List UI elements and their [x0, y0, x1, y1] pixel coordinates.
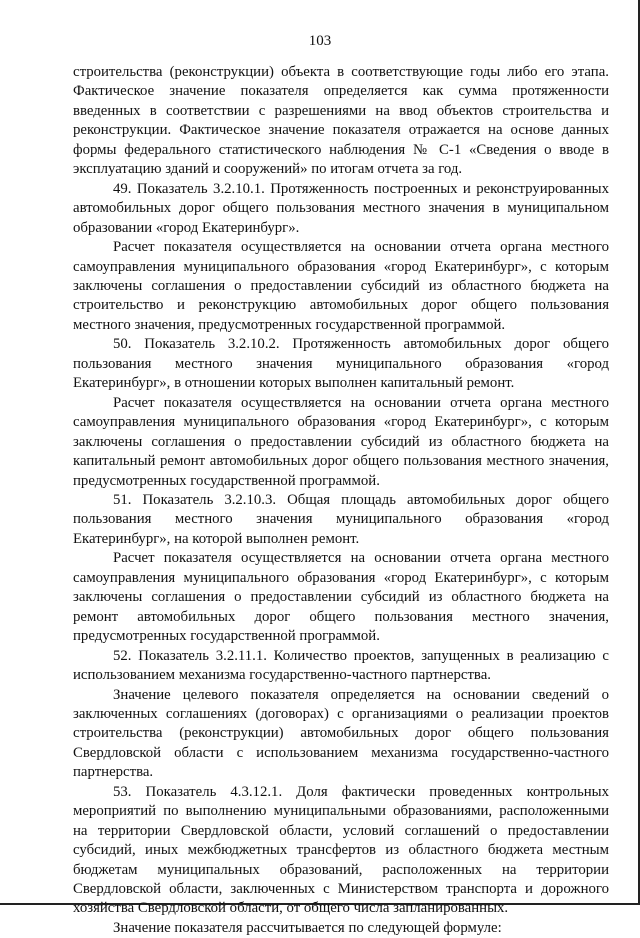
document-body: [73, 63, 609, 938]
paragraph-calculation-49: Расчет показателя осуществляется на основании отчета органа местного самоуправления муниципального образования «город Екатеринбург», с которым заключены соглашения о предоставлении субсидий из областного бюджета на строительство и реконструкцию автомобильных дорог общего пользования местного значения, предусмотренных государственной программой.: [73, 239, 609, 333]
paragraph-indicator-49: 49. Показатель 3.2.10.1. Протяженность построенных и реконструированных автомобильных дорог общего пользования местного значения в муниципальном образовании «город Екатеринбург».: [73, 180, 609, 236]
paragraph-indicator-52: 52. Показатель 3.2.11.1. Количество проектов, запущенных в реализацию с использованием механизма государственно-частного партнерства.: [73, 647, 609, 684]
paragraph-indicator-51: 51. Показатель 3.2.10.3. Общая площадь автомобильных дорог общего пользования местного значения муниципального образования «город Екатеринбург», на которой выполнен ремонт.: [73, 491, 609, 547]
page-number: 103: [308, 33, 332, 49]
paragraph-calculation-50: Расчет показателя осуществляется на основании отчета органа местного самоуправления муниципального образования «город Екатеринбург», с которым заключены соглашения о предоставлении субсидий из областного бюджета на капитальный ремонт автомобильных дорог общего пользования местного значения, предусмотренных государственной программой.: [73, 394, 609, 489]
paragraph-indicator-50: 50. Показатель 3.2.10.2. Протяженность автомобильных дорог общего пользования местного значения муниципального образования «город Екатеринбург», в отношении которых выполнен капитальный ремонт.: [73, 336, 609, 392]
paragraph-continuation: строительства (реконструкции) объекта в соответствующие годы либо его этапа. Фактическое значение показателя определяется как сумма протяженности введенных в соответствии с разрешениями на ввод объектов строительства и реконструкции. Фактическое значение показателя отражается на основе данных формы федерального статистического наблюдения № С-1 «Сведения о вводе в эксплуатацию зданий и сооружений» по итогам отчета за год.: [73, 64, 609, 178]
paragraph-formula-intro: Значение показателя рассчитывается по следующей формуле:: [113, 919, 502, 936]
paragraph-calculation-51: Расчет показателя осуществляется на основании отчета органа местного самоуправления муниципального образования «город Екатеринбург», с которым заключены соглашения о предоставлении субсидий из областного бюджета на ремонт автомобильных дорог общего пользования местного значения, предусмотренных государственной программой.: [73, 550, 609, 645]
paragraph-indicator-53: 53. Показатель 4.3.12.1. Доля фактически проведенных контрольных мероприятий по выполнению муниципальными образованиями, расположенными на территории Свердловской области, условий соглашений о предоставлении субсидий, иных межбюджетных трансфертов из областного бюджета местным бюджетам муниципальных образований, расположенных на территории Свердловской области, заключенных с Министерством транспорта и дорожного хозяйства Свердловской области, от общего числа запланированных.: [73, 783, 609, 917]
paragraph-calculation-52: Значение целевого показателя определяется на основании сведений о заключенных соглашениях (договорах) с организациями о реализации проектов строительства (реконструкции) автомобильных дорог общего пользования Свердловской области с использованием механизма государственно-частного партнерства.: [73, 686, 609, 781]
